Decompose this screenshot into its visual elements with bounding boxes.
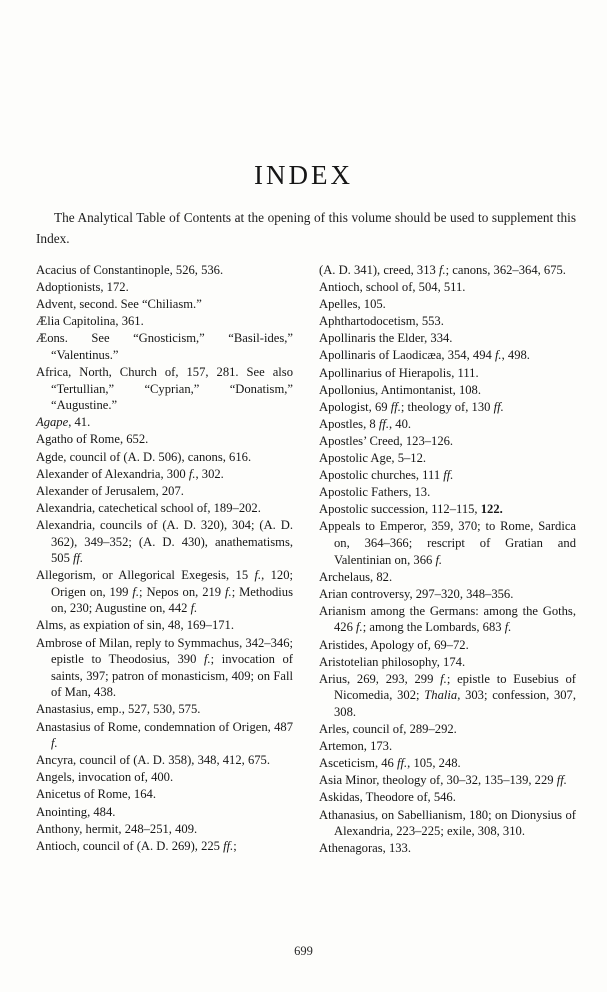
- index-entry: Apostolic Age, 5–12.: [319, 451, 427, 466]
- index-entry: Asia Minor, theology of, 30–32, 135–139, 229 ff.: [319, 773, 567, 788]
- index-entry: Archelaus, 82.: [319, 569, 393, 584]
- index-entry: Aristides, Apology of, 69–72.: [319, 637, 469, 652]
- index-entry: Æons. See “Gnosticism,” “Basil-ides,” “Valentinus.”: [36, 331, 293, 362]
- index-entry: Aristotelian philosophy, 174.: [319, 654, 466, 669]
- index-entry: Apostolic succession, 112–115, 122.: [319, 502, 503, 517]
- index-entry: Apostles, 8 ff., 40.: [319, 416, 412, 431]
- index-entry: Agde, council of (A. D. 506), canons, 616.: [36, 449, 252, 464]
- index-entry: Appeals to Emperor, 359, 370; to Rome, Sardica on, 364–366; rescript of Gratian and Valentinian on, 366 f.: [319, 519, 576, 567]
- index-entry: Apostolic Fathers, 13.: [319, 485, 431, 500]
- index-entry: Acacius of Constantinople, 526, 536.: [36, 263, 224, 277]
- index-entry: Aphthartodocetism, 553.: [319, 314, 444, 329]
- index-entry: Askidas, Theodore of, 546.: [319, 790, 456, 805]
- index-entry: Alms, as expiation of sin, 48, 169–171.: [36, 618, 234, 633]
- index-entry: Ambrose of Milan, reply to Symmachus, 342–346; epistle to Theodosius, 390 f.; invocation of saints, 397; patron of monasticism, 409; on Fall of Man, 438.: [36, 635, 293, 700]
- index-entry: Angels, invocation of, 400.: [36, 770, 174, 785]
- index-entry: Apostles’ Creed, 123–126.: [319, 433, 454, 448]
- index-entry: Agape, 41.: [36, 415, 91, 430]
- index-entry: Asceticism, 46 ff., 105, 248.: [319, 756, 461, 771]
- page-title: INDEX: [254, 160, 353, 190]
- headnote-text: The Analytical Table of Contents at the opening of this volume should be used to supplement this Index.: [36, 210, 576, 246]
- index-entry: Apologist, 69 ff.; theology of, 130 ff.: [319, 399, 504, 414]
- headnote: [36, 207, 576, 249]
- index-entry: Anastasius, emp., 527, 530, 575.: [36, 702, 201, 717]
- index-entry: Apollinaris the Elder, 334.: [319, 331, 453, 346]
- index-entry: Ælia Capitolina, 361.: [36, 314, 144, 329]
- index-entry: Apollonius, Antimontanist, 108.: [319, 382, 481, 397]
- index-entry: Apelles, 105.: [319, 297, 386, 312]
- index-entry: Allegorism, or Allegorical Exegesis, 15 f., 120; Origen on, 199 f.; Nepos on, 219 f.; Methodius on, 230; Augustine on, 442 f.: [36, 568, 294, 616]
- index-entry: Athanasius, on Sabellianism, 180; on Dionysius of Alexandria, 223–225; exile, 308, 310.: [319, 807, 576, 839]
- index-entry: Arles, council of, 289–292.: [319, 722, 457, 737]
- index-entry: Arius, 269, 293, 299 f.; epistle to Eusebius of Nicomedia, 302; Thalia, 303; confession, 307, 308.: [319, 671, 576, 719]
- index-column-left: [36, 262, 293, 857]
- index-entry: Antioch, council of (A. D. 269), 225 ff.;: [36, 838, 237, 853]
- index-entry: Alexandria, councils of (A. D. 320), 304; (A. D. 362), 349–352; (A. D. 430), anathematisms, 505 ff.: [36, 517, 293, 566]
- index-entry: Advent, second. See “Chiliasm.”: [36, 297, 202, 312]
- index-entry: Apollinarius of Hierapolis, 111.: [319, 365, 479, 380]
- index-entry: Anointing, 484.: [36, 804, 116, 819]
- page-number: 699: [294, 944, 313, 958]
- index-entry: Alexandria, catechetical school of, 189–202.: [36, 500, 261, 515]
- index-entry: Antioch, school of, 504, 511.: [319, 280, 466, 295]
- index-entry: Artemon, 173.: [319, 739, 393, 754]
- index-entry: (A. D. 341), creed, 313 f.; canons, 362–364, 675.: [319, 263, 566, 277]
- index-entry: Anicetus of Rome, 164.: [36, 787, 156, 802]
- index-entry: Apostolic churches, 111 ff.: [319, 468, 454, 483]
- index-entry: Ancyra, council of (A. D. 358), 348, 412, 675.: [36, 753, 270, 768]
- index-column-right: [319, 262, 576, 857]
- index-entry: Adoptionists, 172.: [36, 280, 129, 295]
- index-entry: Apollinaris of Laodicæa, 354, 494 f., 498.: [319, 348, 530, 363]
- index-entry: Agatho of Rome, 652.: [36, 432, 149, 447]
- index-entry: Anthony, hermit, 248–251, 409.: [36, 821, 198, 836]
- index-entry: Anastasius of Rome, condemnation of Origen, 487 f.: [36, 719, 293, 751]
- index-columns: [36, 262, 576, 857]
- index-entry: Athenagoras, 133.: [319, 841, 411, 856]
- index-entry: Alexander of Alexandria, 300 f., 302.: [36, 466, 224, 481]
- index-entry: Arianism among the Germans: among the Goths, 426 f.; among the Lombards, 683 f.: [319, 603, 576, 635]
- index-entry: Arian controversy, 297–320, 348–356.: [319, 586, 514, 601]
- index-entry: Africa, North, Church of, 157, 281. See also “Tertullian,” “Cyprian,” “Donatism,” “Augustine.”: [36, 365, 293, 413]
- index-entry: Alexander of Jerusalem, 207.: [36, 483, 184, 498]
